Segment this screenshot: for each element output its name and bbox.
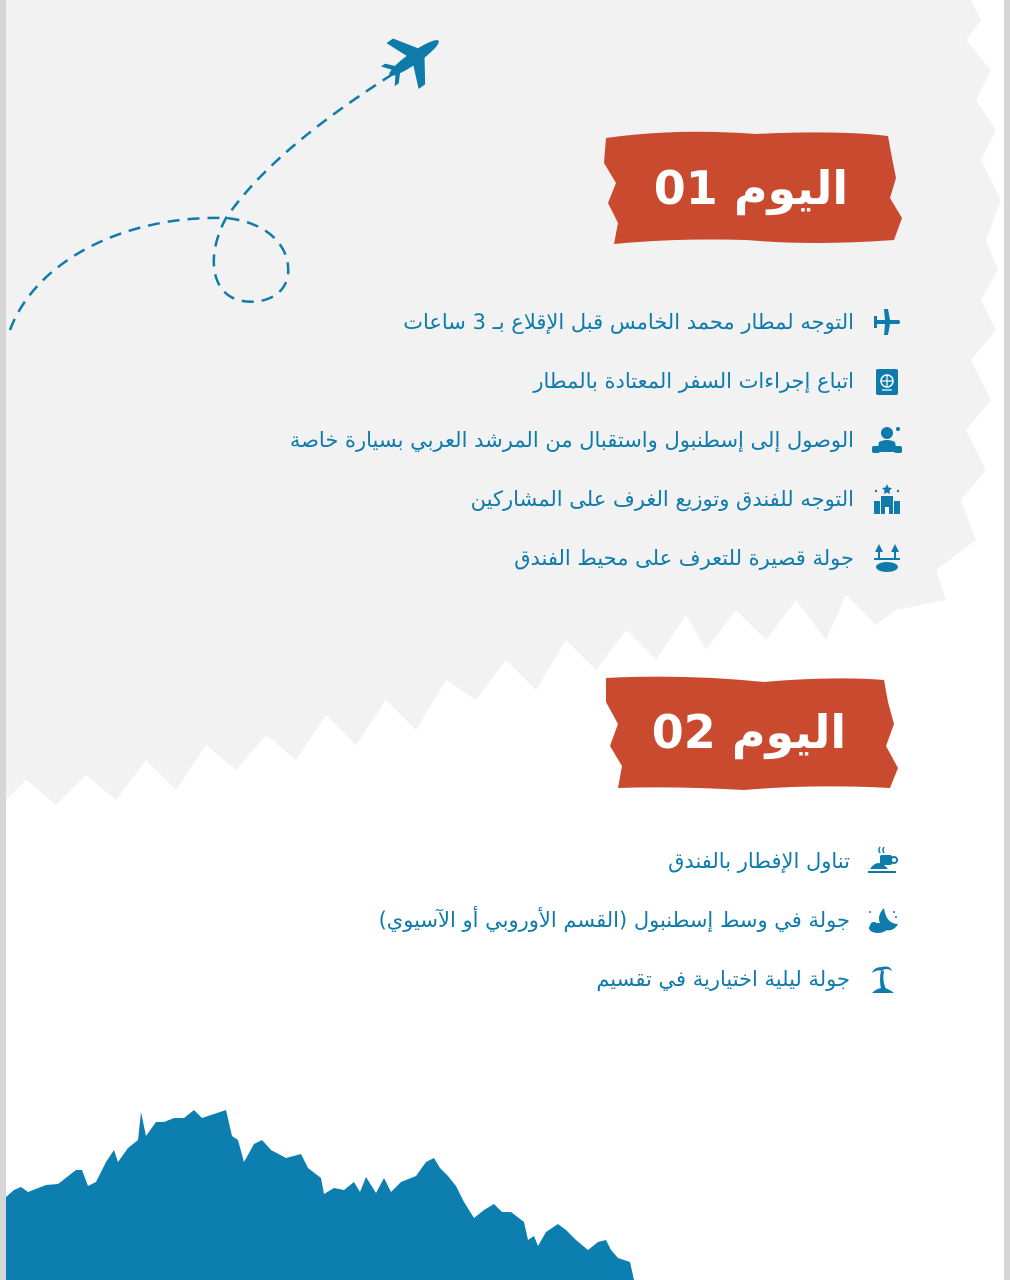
item-text: جولة في وسط إسطنبول (القسم الأوروبي أو الآسيوي) bbox=[378, 908, 850, 932]
blue-mountain-decoration bbox=[6, 0, 1004, 1280]
item-text: الوصول إلى إسطنبول واستقبال من المرشد العربي بسيارة خاصة bbox=[289, 428, 854, 452]
item-text: التوجه لمطار محمد الخامس قبل الإقلاع بـ 3 ساعات bbox=[403, 310, 854, 334]
item-text: التوجه للفندق وتوزيع الغرف على المشاركين bbox=[470, 487, 854, 511]
itinerary-page bbox=[6, 0, 1004, 1280]
item-text: جولة قصيرة للتعرف على محيط الفندق bbox=[514, 546, 854, 570]
item-text: تناول الإفطار بالفندق bbox=[668, 849, 850, 873]
day-title: اليوم 02 bbox=[651, 705, 847, 759]
page-edge-right bbox=[1004, 0, 1010, 1280]
item-text: جولة ليلية اختيارية في تقسيم bbox=[596, 967, 850, 991]
day-title: اليوم 01 bbox=[653, 161, 849, 215]
item-text: اتباع إجراءات السفر المعتادة بالمطار bbox=[533, 369, 854, 393]
